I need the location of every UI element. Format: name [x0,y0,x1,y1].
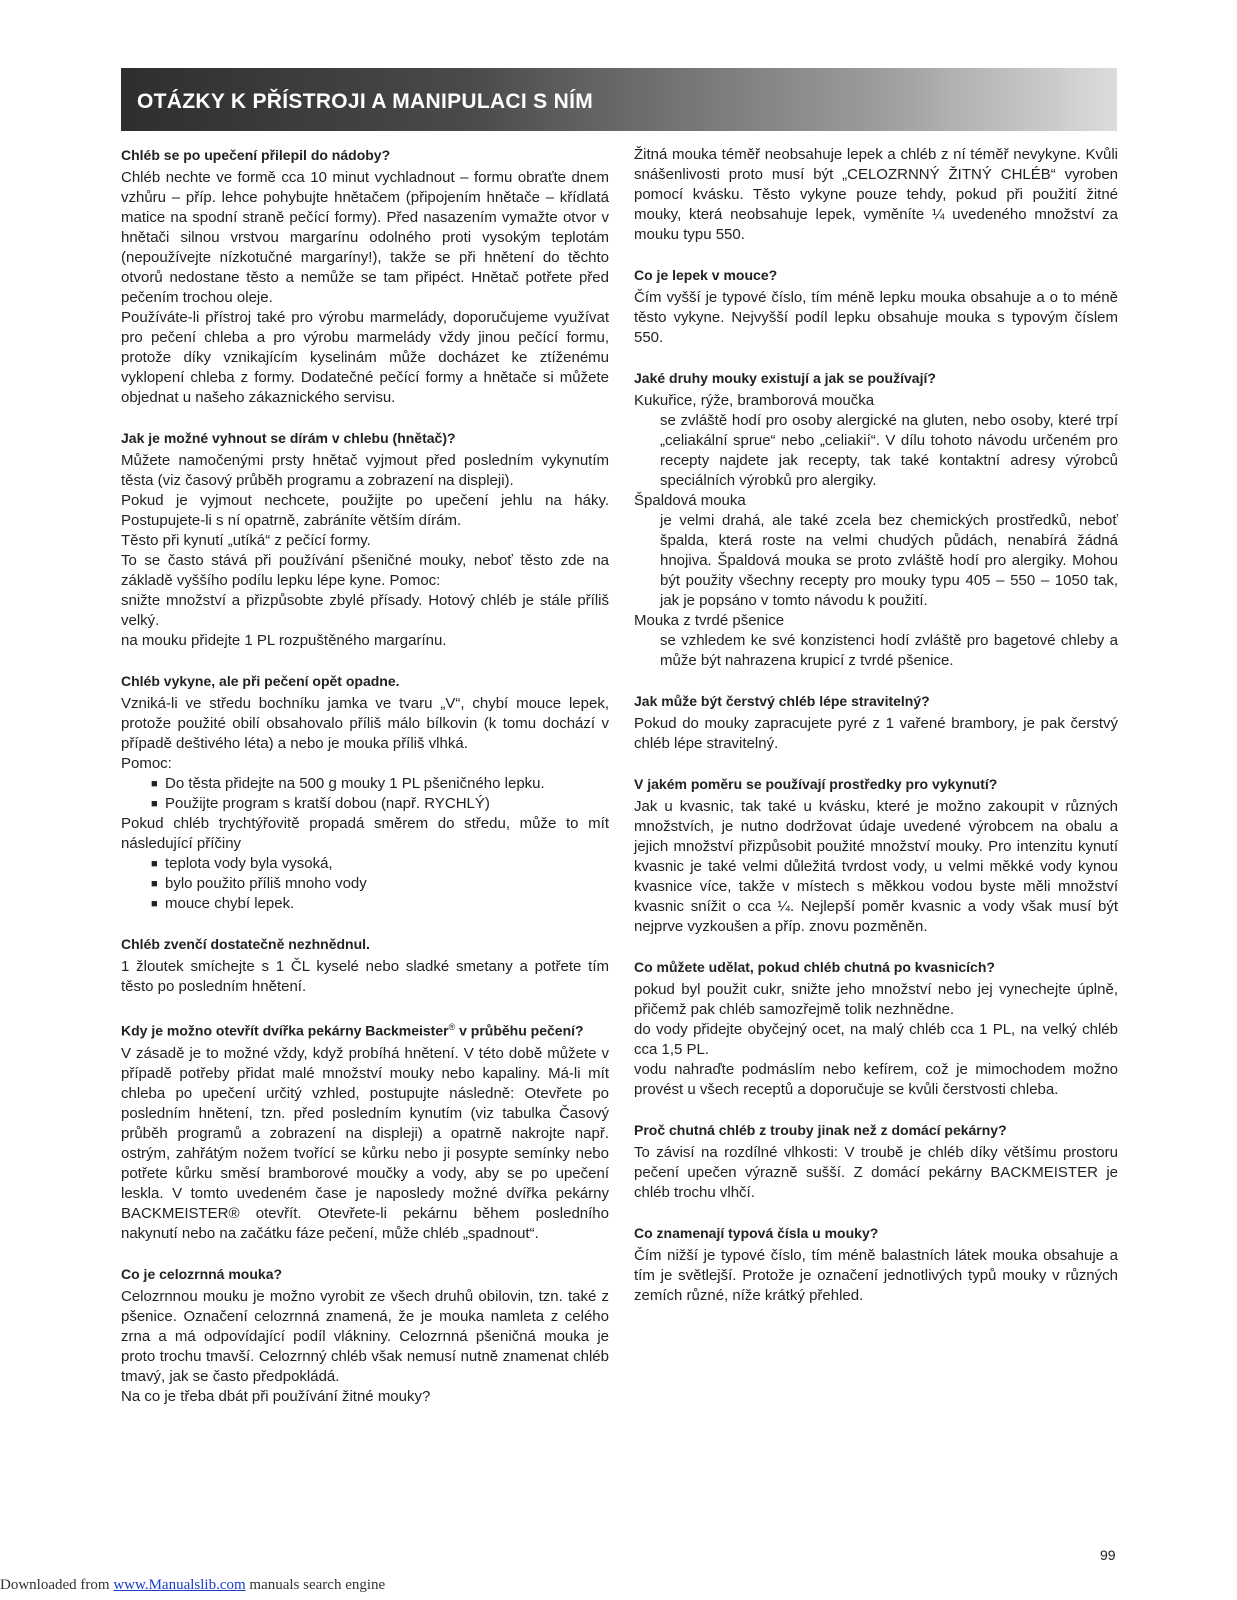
manualslib-link[interactable]: www.Manualslib.com [113,1577,246,1593]
flour-type: Kukuřice, rýže, bramborová moučka [634,392,875,409]
faq-answer: Vzniká-li ve středu bochníku jamka ve tvaru „V“, chybí mouce lepek, protože použité obilí obsahovalo příliš málo bílkovin (k tomu dochází v případě deštivého léta) a nebo je mouka příliš vlhká. [121,695,609,752]
faq-question-text: v průběhu pečení? [455,1022,584,1039]
faq-section [634,368,1118,671]
faq-answer: Čím nižší je typové číslo, tím méně balastních látek mouka obsahuje a tím je světlejší. Protože je označení jednotlivých typů mouky v různých zemích různé, níže krátký přehled. [634,1247,1118,1304]
faq-answer: Jak u kvasnic, tak také u kvásku, které je možno zakoupit v různých množstvích, je nutno dodržovat údaje uvedené výrobcem na obalu a jejich množství přizpůsobit použité množství mouky. Pro intenzitu kynutí kvasnic je také velmi důležitá tvrdost vody, u velmi měkké vody kynou kvasnice více, takže v místech s měkkou vodou byste měli množství kvasnic snížit o cca ¼. Nejlepší poměr kvasnic a vody však musí být nejprve vyzkoušen a příp. znovu pozměněn. [634,798,1118,935]
faq-answer: vodu nahraďte podmáslím nebo kefírem, což je mimochodem možno provést u všech receptů a doporučuje se kvůli čerstvosti chleba. [634,1061,1118,1098]
faq-section [634,774,1118,937]
faq-answer: To závisí na rozdílné vlhkosti: V troubě je chléb díky většímu prostoru pečení upečen výrazně sušší. Z domácí pekárny BACKMEISTER je chléb trochu vlhčí. [634,1144,1118,1201]
faq-question: Proč chutná chléb z trouby jinak než z domácí pekárny? [634,1122,1007,1138]
faq-answer: Žitná mouka téměř neobsahuje lepek a chléb z ní téměř nevykyne. Kvůli snášenlivosti proto musí být „CELOZRNNÝ ŽITNÝ CHLÉB“ vyroben pomocí kvásku. Těsto vykyne pouze tehdy, pokud při použití žitné mouky, která neobsahuje lepek, vyměníte ¼ uvedeného množství za mouku typu 550. [634,146,1118,243]
flour-description: je velmi drahá, ale také zcela bez chemických prostředků, neboť špalda, která roste na velmi chudých půdách, nenabírá žádná hnojiva. Špaldová mouka se proto zvláště hodí pro alergiky. Mohou být použity všechny recepty pro mouky typu 405 – 550 – 1050 tak, jak je popsáno v tomto návodu k použití. [660,512,1118,609]
faq-answer: Celozrnnou mouku je možno vyrobit ze všech druhů obilovin, tzn. také z pšenice. Označení celozrnná znamená, že je mouka namleta z celého zrna a má odpovídající podíl vlákniny. Celozrnná pšeničná mouka je proto trochu tmavší. Celozrnný chléb však nemusí nutně znamenat chléb tmavý, jak se často předpokládá. [121,1287,609,1385]
faq-section [121,671,609,914]
faq-section [121,934,609,997]
faq-answer: Pomoc: [121,755,172,772]
faq-question: Co je celozrnná mouka? [121,1265,283,1282]
faq-question: Co je lepek v mouce? [634,267,778,283]
faq-section [121,428,609,651]
faq-question: Chléb se po upečení přilepil do nádoby? [121,147,391,163]
faq-answer: V zásadě je to možné vždy, když probíhá hnětení. V této době můžete v případě potřeby přidat malé množství mouky nebo kapaliny. Má-li mít chleba po upečení určitý vzhled, postupujte následně: Otevřete po posledním hnětení, tzn. před posledním kynutím (viz tabulka Časový průběh programů a zobrazení na displeji) a opatrně nakrojte např. ostrým, zahřátým nožem tvořící se kůrku nebo ji posypte semínky nebo potřete kůrku směsí bramborové moučky a vody, aby se po upečení leskla. V tomto uvedeném čase je naposledy možné dvířka pekárny BACKMEISTER® otevřít. Otevřete-li pekárnu během posledního nakynutí nebo na začátku fáze pečení, může chléb „spadnout“. [121,1044,609,1242]
faq-section [121,1264,609,1407]
flour-description: se zvláště hodí pro osoby alergické na gluten, nebo osoby, které trpí „celiakální sprue“ nebo „celiakií“. V dílu tohoto návodu určeném pro recepty najdete jak recepty, tak také kontaktní adresy výrobců speciálních výrobků pro alergiky. [660,412,1118,489]
download-footer [0,1577,385,1594]
list-item: ■ bylo použito příliš mnoho vody [121,874,609,894]
faq-section [634,145,1118,245]
faq-answer: Pokud chléb trychtýřovitě propadá směrem do středu, může to mít následující příčiny [121,815,609,852]
faq-question: V jakém poměru se používají prostředky pro vykynutí? [634,776,998,792]
faq-answer: Chléb nechte ve formě cca 10 minut vychladnout – formu obraťte dnem vzhůru – příp. lehce pohybujte hnětačem (připojením hnětače – křídlatá matice na spodní straně pečící formy). Před nasazením vymažte otvor v hnětači silnou vrstvou margarínu odolného proti vysokým teplotám (nepoužívejte nízkotučné margaríny!), takže se při hnětení do těchto otvorů nedostane těsto a nemůže se tam připéct. Hnětač potřete před pečením trochou oleje. [121,169,609,306]
bullet-list [121,854,609,914]
faq-section [121,145,609,408]
right-column [634,145,1118,1326]
flour-type: Špaldová mouka [634,492,746,509]
left-column [121,145,609,1427]
list-item: ■ mouce chybí lepek. [121,894,609,914]
page-header [121,68,1117,131]
faq-section [634,1120,1118,1203]
faq-section [121,1017,609,1244]
faq-answer: do vody přidejte obyčejný ocet, na malý chléb cca 1 PL, na velký chléb cca 1,5 PL. [634,1021,1118,1058]
faq-answer: Můžete namočenými prsty hnětač vyjmout před posledním vykynutím těsta (viz časový průběh programu a zobrazení na displeji). [121,452,609,489]
faq-answer: Pokud do mouky zapracujete pyré z 1 vařené brambory, je pak čerstvý chléb lépe stravitelný. [634,715,1118,752]
flour-type: Mouka z tvrdé pšenice [634,612,785,629]
list-item: ■ Použijte program s kratší dobou (např. RYCHLÝ) [121,794,609,814]
list-item: ■ teplota vody byla vysoká, [121,854,609,874]
footer-prefix: Downloaded from [0,1577,114,1593]
list-item: ■ Do těsta přidejte na 500 g mouky 1 PL pšeničného lepku. [121,774,609,794]
faq-section [634,691,1118,754]
faq-question: Jaké druhy mouky existují a jak se používají? [634,370,936,386]
faq-question: Co můžete udělat, pokud chléb chutná po kvasnicích? [634,959,995,975]
bullet-list [121,774,609,814]
faq-question: Chléb zvenčí dostatečně nezhnědnul. [121,936,370,952]
faq-question [121,1017,609,1041]
faq-answer: na mouku přidejte 1 PL rozpuštěného margarínu. [121,632,447,649]
faq-section [634,1223,1118,1306]
faq-answer: pokud byl použit cukr, snižte jeho množství nebo jej vynechejte úplně, přičemž pak chléb samozřejmě tolik nezhnědne. [634,981,1118,1018]
faq-answer: To se často stává při používání pšeničné mouky, neboť těsto zde na základě vyššího podílu lepku lépe kyne. Pomoc: [121,552,609,589]
faq-answer: Čím vyšší je typové číslo, tím méně lepku mouka obsahuje a o to méně těsto vykyne. Nejvyšší podíl lepku obsahuje mouka s typovým číslem 550. [634,289,1118,346]
footer-suffix: manuals search engine [245,1577,386,1593]
faq-answer: Na co je třeba dbát při používání žitné mouky? [121,1387,431,1405]
faq-section [634,265,1118,348]
page-number: 99 [1100,1547,1116,1563]
faq-section [634,957,1118,1100]
flour-description: se vzhledem ke své konzistenci hodí zvláště pro bagetové chleby a může být nahrazena krupicí z tvrdé pšenice. [660,632,1118,669]
page-title: OTÁZKY K PŘÍSTROJI A MANIPULACI S NÍM [137,90,594,113]
faq-answer: Těsto při kynutí „utíká“ z pečící formy. [121,532,371,549]
faq-question: Chléb vykyne, ale při pečení opět opadne. [121,673,400,689]
faq-answer: Používáte-li přístroj také pro výrobu marmelády, doporučujeme využívat pro pečení chleba a pro výrobu marmelády vždy jinou pečící formu, protože díky vznikajícím kyselinám může docházet ke ztíženému vyklopení chleba z formy. Dodatečné pečící formy a hnětače si můžete objednat u našeho zákaznického servisu. [121,309,609,406]
faq-answer: snižte množství a přizpůsobte zbylé přísady. Hotový chléb je stále příliš velký. [121,592,609,629]
faq-question: Jak je možné vyhnout se dírám v chlebu (hnětač)? [121,430,456,446]
faq-answer: 1 žloutek smíchejte s 1 ČL kyselé nebo sladké smetany a potřete tím těsto po posledním hnětení. [121,958,609,995]
faq-question: Jak může být čerstvý chléb lépe stravitelný? [634,693,930,709]
registered-mark: ® [448,1022,456,1032]
faq-question: Co znamenají typová čísla u mouky? [634,1225,879,1241]
faq-answer: Pokud je vyjmout nechcete, použijte po upečení jehlu na háky. Postupujete-li s ní opatrně, zabráníte větším dírám. [121,492,609,529]
faq-question-text: Kdy je možno otevřít dvířka pekárny Backmeister [121,1022,449,1039]
